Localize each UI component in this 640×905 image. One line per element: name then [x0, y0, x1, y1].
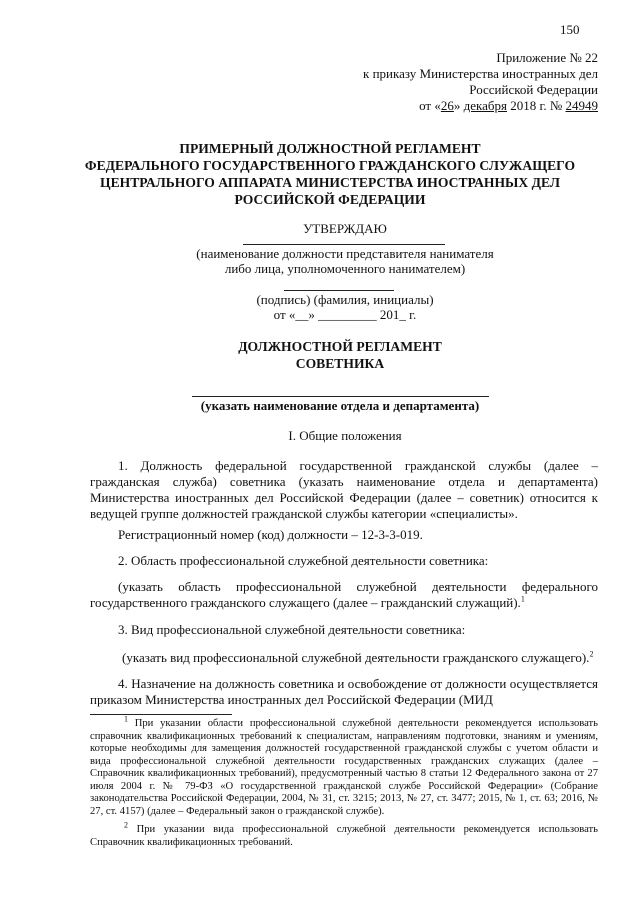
date-month: декабря — [463, 98, 507, 113]
paragraph: 2. Область профессиональной служебной деятельности советника: — [118, 553, 489, 568]
date-year: 2018 г. № — [506, 98, 566, 113]
appendix-header — [363, 50, 598, 114]
department-blank-line — [192, 396, 489, 397]
paragraph: Регистрационный номер (код) должности – 12-3-3-019. — [118, 527, 423, 542]
appendix-date — [363, 98, 598, 114]
title-line: РОССИЙСКОЙ ФЕДЕРАЦИИ — [234, 192, 426, 207]
date-day: 26 — [440, 98, 454, 113]
signature-blank-line — [243, 244, 445, 245]
appendix-title: Приложение № 22 — [496, 50, 598, 65]
signature-blank-line — [284, 290, 394, 291]
title-line: ФЕДЕРАЛЬНОГО ГОСУДАРСТВЕННОГО ГРАЖДАНСКОГО СЛУЖАЩЕГО — [84, 158, 576, 173]
footnote-text: При указании области профессиональной служебной деятельности рекомендуется использовать справочник квалификационных требований к специалистам, направлениям подготовки, знаниям и умениям, которые необходимы для замещения должностей государственной гражданской службы с учетом области и вида профессиональной служебной деятельности государственных гражданских служащих (далее – Справочник квалификационных требований), предусмотренный частью 8 статьи 12 Федерального закона от 27 июля 2004 г. № 79-ФЗ «О государственной гражданской службе Российской Федерации» (Собрание законодательства Российской Федерации, 2004, № 31, ст. 3215; 2013, № 27, ст. 3477; 2015, № 1, ст. 63; 2016, № 27, ст. 4157) (далее – Федеральный закон о гражданской службе). — [90, 718, 598, 817]
position-line: (наименование должности представителя нанимателя — [196, 246, 494, 261]
footnote-text: При указании вида профессиональной служебной деятельности рекомендуется использовать Справочник квалификационных требований. — [90, 824, 598, 848]
date-prefix: от « — [419, 98, 441, 113]
position-line: либо лица, уполномоченного нанимателем) — [224, 261, 466, 276]
paragraph — [90, 650, 598, 666]
appendix-order-ref: к приказу Министерства иностранных дел — [363, 66, 598, 81]
paragraph-text: (указать область профессиональной служебной деятельности федерального государственного гражданского служащего (далее – гражданский служащий). — [90, 579, 598, 610]
footnote-ref: 1 — [520, 594, 525, 604]
footnote-mark: 1 — [124, 714, 128, 724]
footnote — [90, 714, 598, 818]
footnote-ref: 2 — [589, 649, 594, 659]
order-number: 24949 — [565, 98, 598, 113]
footnote-separator — [90, 714, 232, 715]
footnote — [90, 820, 598, 849]
paragraph-text: (указать вид профессиональной служебной деятельности гражданского служащего). — [122, 650, 590, 665]
approval-heading: УТВЕРЖДАЮ — [303, 221, 387, 236]
approver-position — [160, 246, 530, 276]
title-line: ЦЕНТРАЛЬНОГО АППАРАТА МИНИСТЕРСТВА ИНОСТРАННЫХ ДЕЛ — [100, 175, 560, 190]
paragraph: 1. Должность федеральной государственной гражданской службы (далее – гражданская служба) советника (указать наименование отдела и департамента) Министерства иностранных дел Российской Федерации (далее – советник) относится к ведущей группе должностей гражданской службы категории «специалисты». — [90, 458, 598, 521]
footnote-mark: 2 — [124, 820, 128, 830]
department-caption: (указать наименование отдела и департамента) — [200, 398, 480, 413]
paragraph — [90, 579, 598, 611]
appendix-country: Российской Федерации — [469, 82, 598, 97]
approval-date: от «__» _________ 201_ г. — [273, 307, 417, 322]
regulation-title-line: ДОЛЖНОСТНОЙ РЕГЛАМЕНТ — [238, 339, 442, 354]
date-mid: » — [453, 98, 464, 113]
page-number: 150 — [560, 22, 580, 37]
approver-signature — [200, 292, 490, 322]
paragraph: 3. Вид профессиональной служебной деятельности советника: — [118, 622, 466, 637]
signature-caption: (подпись) (фамилия, инициалы) — [256, 292, 434, 307]
regulation-title-line: СОВЕТНИКА — [295, 356, 385, 371]
regulation-title — [120, 338, 560, 372]
document-title — [60, 140, 600, 208]
section-heading: I. Общие положения — [288, 428, 402, 443]
title-line: ПРИМЕРНЫЙ ДОЛЖНОСТНОЙ РЕГЛАМЕНТ — [179, 141, 481, 156]
paragraph: 4. Назначение на должность советника и освобождение от должности осуществляется приказом Министерства иностранных дел Российской Федерации (МИД — [90, 676, 598, 707]
